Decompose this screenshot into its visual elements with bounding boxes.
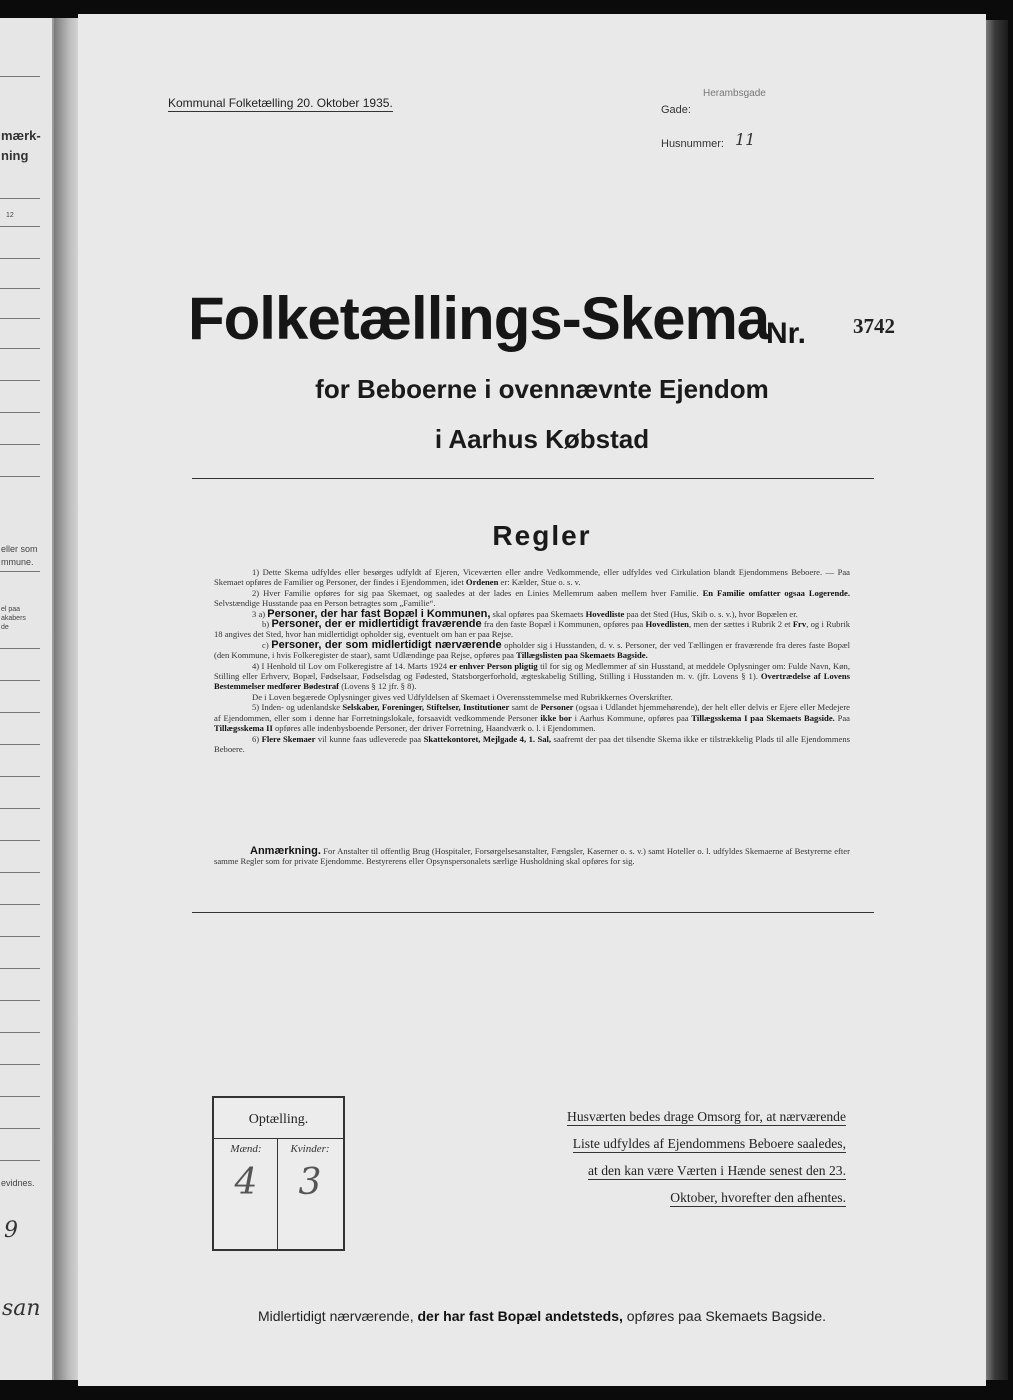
left-page-rule <box>0 76 40 77</box>
left-facing-page <box>0 18 54 1380</box>
men-count: 4 <box>234 1162 258 1203</box>
divider <box>192 912 874 913</box>
count-box-rule <box>214 1138 343 1139</box>
left-page-rule <box>0 968 40 969</box>
left-page-fragment: ning <box>1 148 29 163</box>
left-page-fragment: de <box>1 624 9 631</box>
left-page-rule <box>0 380 40 381</box>
form-subtitle: for Beboerne i ovennævnte Ejendom <box>315 374 769 404</box>
left-page-handwriting: san <box>2 1296 41 1321</box>
left-page-rule <box>0 1160 40 1161</box>
street-label: Gade: <box>661 104 691 116</box>
left-page-rule <box>0 808 40 809</box>
form-title: Folketællings-Skema <box>188 285 770 352</box>
census-form-page <box>78 14 986 1386</box>
left-page-rule <box>0 571 40 572</box>
form-municipality: i Aarhus Købstad <box>434 424 650 454</box>
left-page-rule <box>0 318 40 319</box>
form-number-label: Nr. <box>766 317 807 350</box>
left-page-rule <box>0 1032 40 1033</box>
rule-2: 2) Hver Familie opføres for sig paa Skemaet, og saaledes at der lades en Linies Mellemrum aaben mellem hver Familie. En Familie omfatter ogsaa Logerende. Selvstændige Husstande paa en Person betragtes som „Familie“. <box>214 587 850 609</box>
landlord-note-line: Oktober, hvorefter den afhentes. <box>670 1190 846 1205</box>
left-page-rule <box>0 198 40 199</box>
rule-3b: b) Personer, der er midlertidigt fraværende fra den faste Bopæl i Kommunen, opføres paa Hovedlisten, men der sættes i Rubrik 2 et Frv, og i Rubrik 18 angives det Sted, hvor han midlertidigt opholder sig, eventuelt om han er paa Rejse. <box>214 618 851 640</box>
left-page-rule <box>0 1128 40 1129</box>
left-page-fragment: 12 <box>6 212 14 219</box>
landlord-note-line: at den kan være Værten i Hænde senest den 23. <box>588 1163 846 1178</box>
rule-3c: c) Personer, der som midlertidigt nærværende opholder sig i Husstanden, d. v. s. Personer, der ved Tællingen er fraværende fra deres faste Bopæl (den Kommune, i hvis Folkeregister de staar), samt Udlændinge paa Rejse, opføres paa Tillægslisten paa Skemaets Bagside. <box>214 638 850 661</box>
divider <box>192 478 874 479</box>
left-page-rule <box>0 904 40 905</box>
rules-heading: Regler <box>492 520 592 551</box>
left-page-fragment: eller som <box>1 544 38 554</box>
rule-3a: 3 a) Personer, der har fast Bopæl i Kommunen, skal opføres paa Skemaets Hovedliste paa det Sted (Hus, Skib o. s. v.), hvor Bopælen er. <box>252 607 798 620</box>
men-label: Mænd: <box>230 1143 262 1155</box>
binding-gutter <box>54 18 80 1380</box>
left-page-handwriting: 9 <box>4 1218 18 1243</box>
left-page-fragment: akabers <box>1 615 26 622</box>
left-page-rule <box>0 258 40 259</box>
census-title: Kommunal Folketælling 20. Oktober 1935. <box>168 96 393 110</box>
rule-6: 6) Flere Skemaer vil kunne faas udleverede paa Skattekontoret, Mejlgade 4, 1. Sal, saafremt der paa det tilsendte Skema ikke er tilstrækkelig Plads til alle Ejendommens Beboere. <box>214 733 850 754</box>
landlord-note <box>514 1109 846 1217</box>
remark-label: Anmærkning. <box>250 845 321 857</box>
left-page-rule <box>0 648 40 649</box>
left-page-fragment: el paa <box>1 606 21 613</box>
left-page-rule <box>0 936 40 937</box>
form-number: 3742 <box>853 314 895 338</box>
left-page-rule <box>0 1064 40 1065</box>
left-page-fragment: mmune. <box>1 557 34 567</box>
landlord-note-line: Liste udfyldes af Ejendommens Beboere saaledes, <box>572 1136 846 1151</box>
page-edge <box>986 20 1008 1380</box>
left-page-rule <box>0 412 40 413</box>
remark <box>214 846 850 867</box>
left-page-rule <box>0 1000 40 1001</box>
house-number-value: 11 <box>735 130 756 149</box>
left-page-rule <box>0 348 40 349</box>
rule-1: 1) Dette Skema udfyldes eller besørges udfyldt af Ejeren, Viceværten eller andre Vedkommende, eller udfyldes ved Cirkulation blandt Ejendommens Beboere. — Paa Skemaet opføres de Familier og Personer, der findes i Ejendommen, idet Ordenen er: Kælder, Stue o. s. v. <box>214 567 850 588</box>
count-box <box>212 1096 345 1251</box>
left-page-rule <box>0 288 40 289</box>
left-page-rule <box>0 226 40 227</box>
left-page-rule <box>0 840 40 841</box>
rules-text <box>214 567 850 754</box>
women-label: Kvinder: <box>290 1143 330 1155</box>
left-page-rule <box>0 444 40 445</box>
landlord-note-line: Husværten bedes drage Omsorg for, at nærværende <box>567 1109 846 1124</box>
left-page-rule <box>0 1096 40 1097</box>
left-page-rule <box>0 744 40 745</box>
street-value: Herambsgade <box>703 88 766 99</box>
left-page-fragment: mærk- <box>1 128 41 143</box>
left-page-rule <box>0 476 40 477</box>
count-title: Optælling. <box>248 1112 309 1127</box>
left-page-rule <box>0 712 40 713</box>
left-page-rule <box>0 872 40 873</box>
remark-text: For Anstalter til offentlig Brug (Hospitaler, Forsørgelsesanstalter, Fængsler, Kaserner o. s. v.) samt Hoteller o. l. udfyldes Skemaerne af Bestyrerne efter samme Regler som for private Ejendomme. Bestyrerens eller Opsynspersonalets særlige Husholdning skal opføres for sig. <box>214 846 850 867</box>
count-box-divider <box>277 1138 278 1249</box>
women-count: 3 <box>298 1162 322 1203</box>
left-page-fragment: evidnes. <box>1 1178 35 1188</box>
house-number-label: Husnummer: <box>661 138 724 150</box>
left-page-rule <box>0 776 40 777</box>
rule-4-note: De i Loven begærede Oplysninger gives ved Udfyldelsen af Skemaet i Overensstemmelse med Rubrikkernes Overskrifter. <box>252 691 673 702</box>
footer-note: Midlertidigt nærværende, der har fast Bopæl andetsteds, opføres paa Skemaets Bagside. <box>257 1308 826 1324</box>
left-page-rule <box>0 680 40 681</box>
rule-5: 5) Inden- og udenlandske Selskaber, Foreninger, Stiftelser, Institutioner samt de Personer (ogsaa i Udlandet hjemmehørende), der helt eller delvis er Ejere eller Medejere af Ejendommen, eller som i denne har Forretningslokale, forsaavidt vedkommende Personer ikke bor i Aarhus Kommune, opføres paa Tillægsskema I paa Skemaets Bagside. Paa Tillægsskema II opføres alle indenbysboende Personer, der driver Forretning, Haandværk o. l. i Ejendommen. <box>214 702 851 734</box>
rule-4: 4) I Henhold til Lov om Folkeregistre af 14. Marts 1924 er enhver Person pligtig til for sig og Medlemmer af sin Husstand, at meddele Oplysninger om: Fulde Navn, Køn, Stilling eller Erhverv, Bopæl, Fødselsaar, Fødselsdag og Fødested, Statsborgerforhold, ægteskabelig Stilling, Stilling i Husstanden m. v. (jfr. Lovens § 1). Overtrædelse af Lovens Bestemmelser medfører Bødestraf (Lovens § 12 jfr. § 8). <box>214 660 850 692</box>
